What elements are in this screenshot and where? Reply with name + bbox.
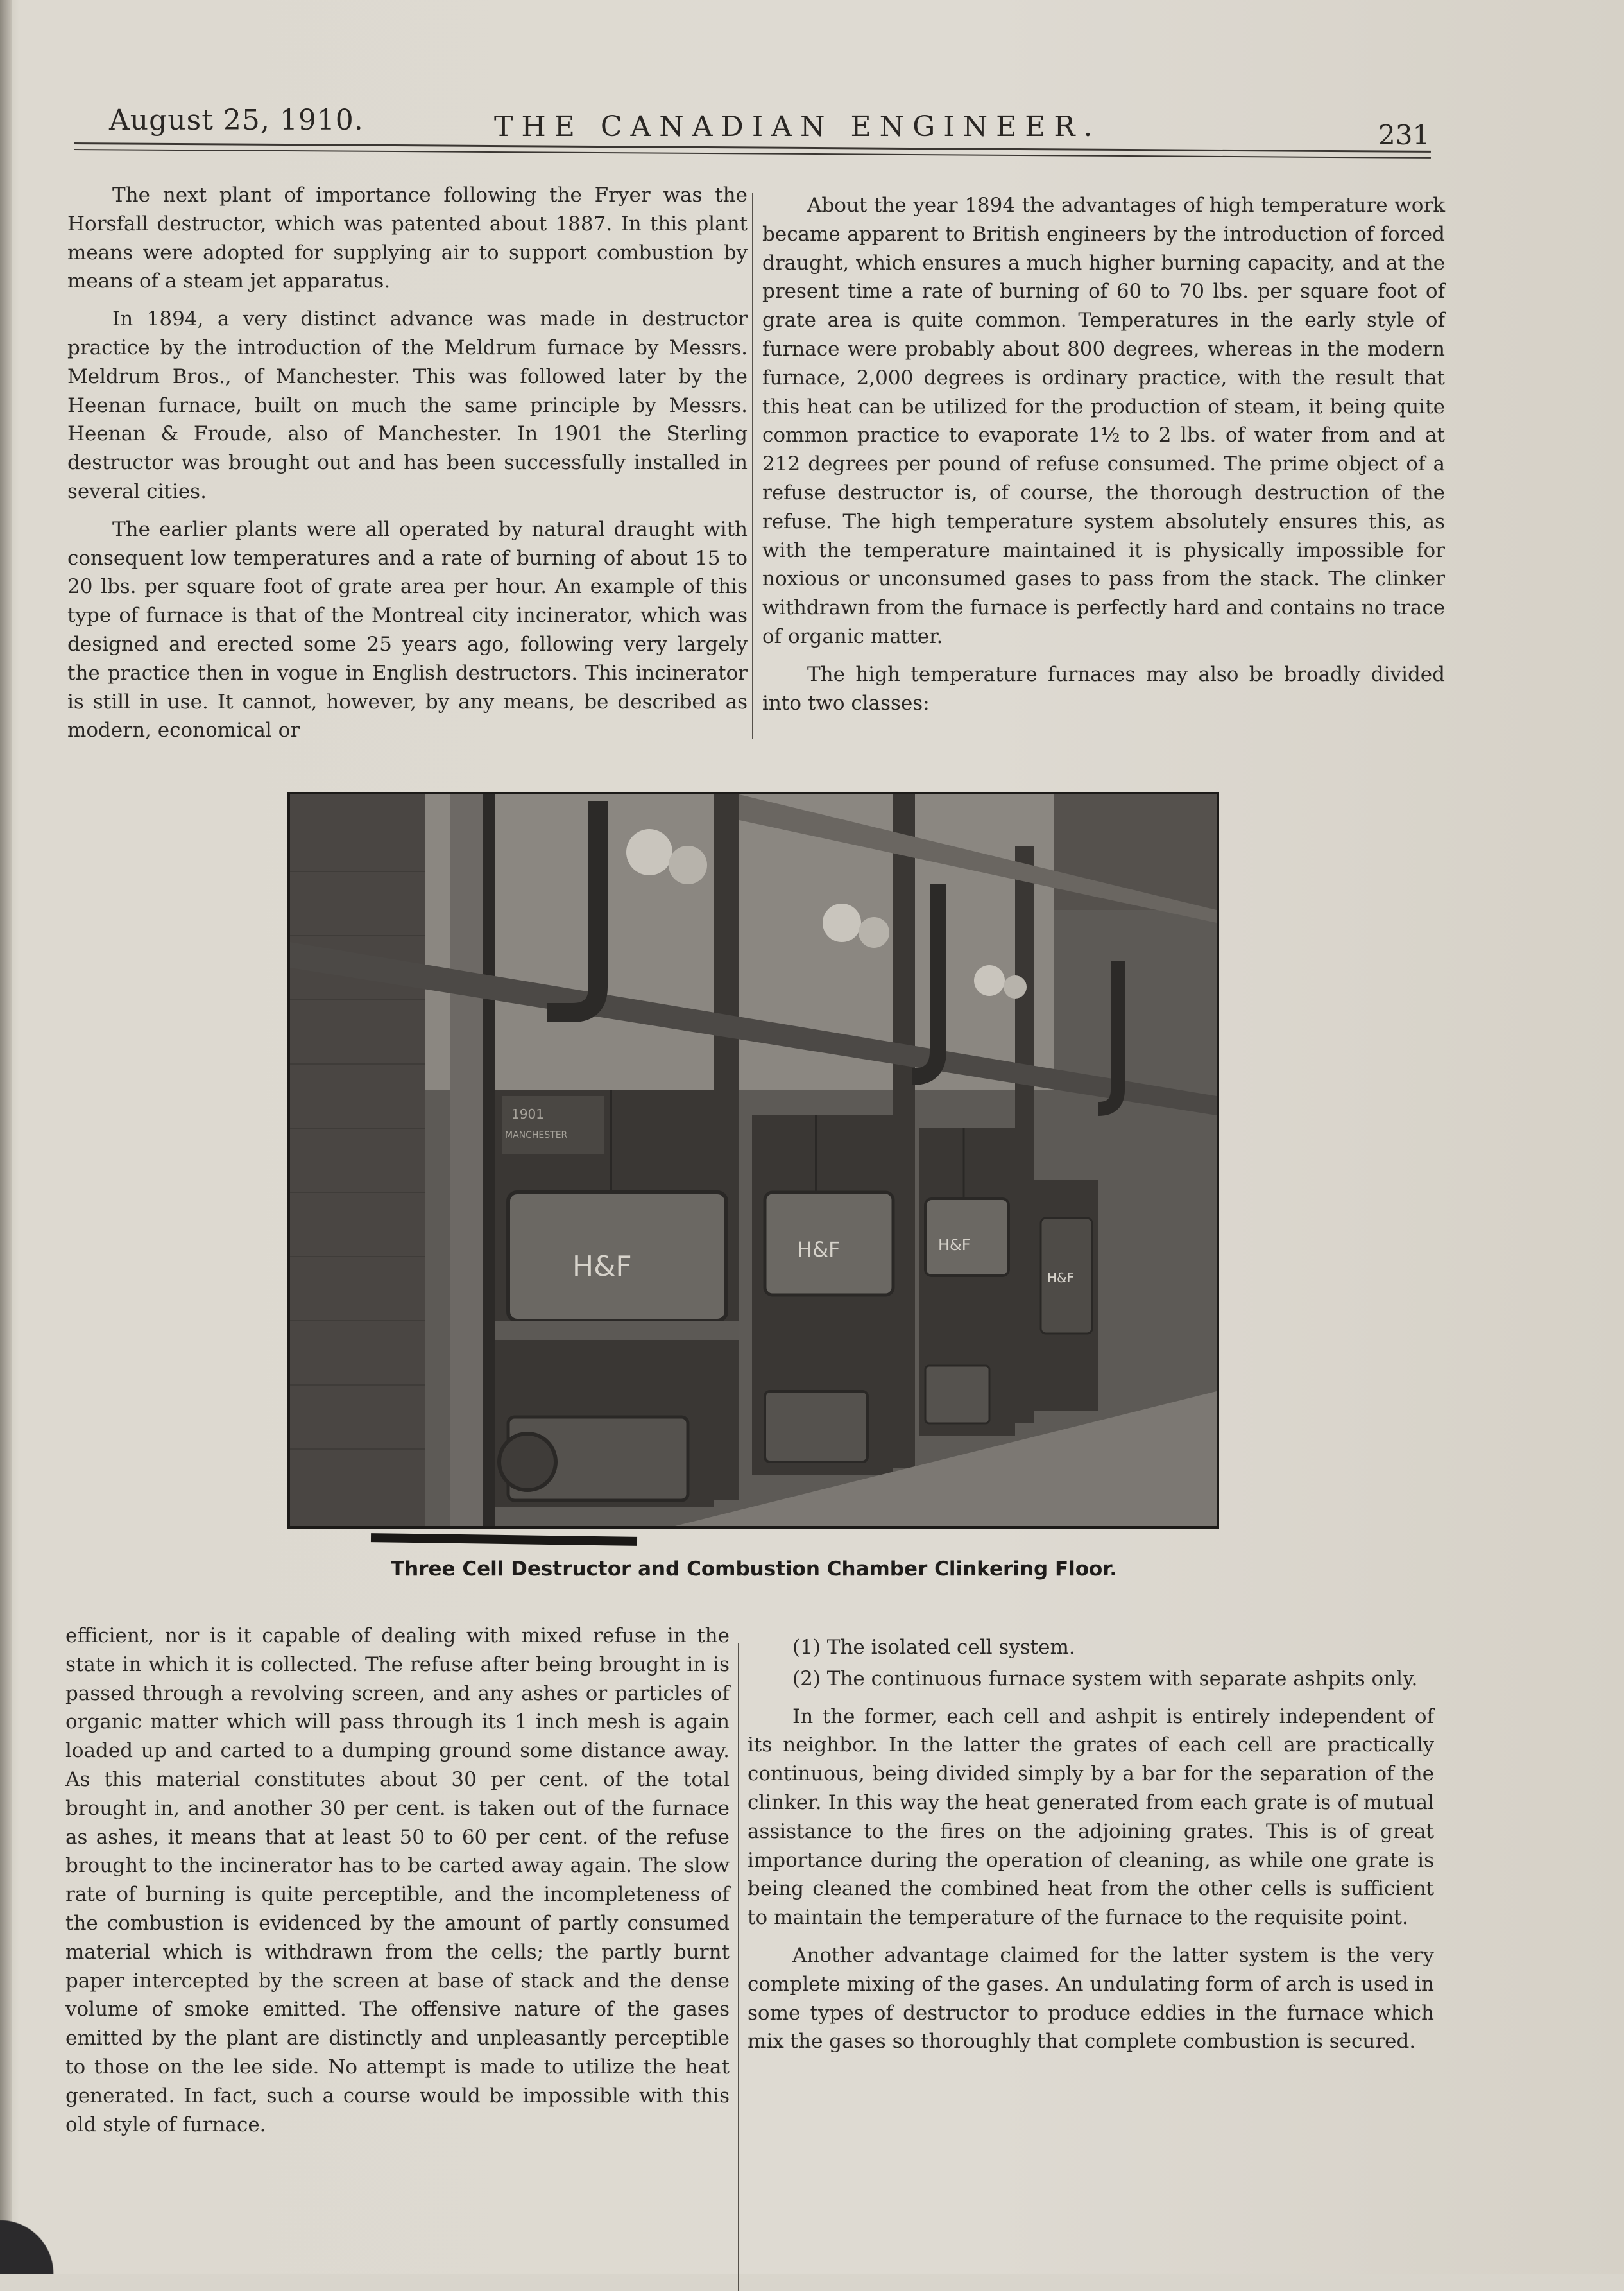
column-divider xyxy=(752,193,753,739)
column-lower-right xyxy=(748,1633,1434,2056)
door-label: H&F xyxy=(938,1236,971,1254)
door-label: H&F xyxy=(572,1250,632,1283)
paragraph: The high temperature furnaces may also be broadly divided into two classes: xyxy=(762,662,1445,715)
furnace-photograph xyxy=(287,792,1219,1529)
figure-caption: Three Cell Destructor and Combustion Chamber Clinkering Floor. xyxy=(391,1557,1117,1581)
paragraph: efficient, nor is it capable of dealing with mixed refuse in the state in which it is collected. The refuse after being brought in is passed through a revolving screen, and any ashes or particles of organic matter which will pass through its 1 inch mesh is again loaded up and carted to a dumping ground some distance away. As this material constitutes about 30 per cent. of the total brought in, and another 30 per cent. is taken out of the furnace as ashes, it means that at least 50 to 60 per cent. of the refuse brought to the incinerator has to be carted away again. The slow rate of burning is quite perceptible, and the incompleteness of the combustion is evidenced by the amount of partly consumed material which is withdrawn from the cells; the partly burnt paper intercepted by the screen at base of stack and the dense volume of smoke emitted. The offensive nature of the gases emitted by the plant are distinctly and unpleasantly perceptible to those on the lee side. No attempt is made to utilize the heat generated. In fact, such a course would be impossible with this old style of furnace. xyxy=(65,1624,730,2136)
column-divider xyxy=(738,1643,739,2291)
plate-maker: MANCHESTER xyxy=(505,1130,568,1140)
journal-title: THE CANADIAN ENGINEER. xyxy=(494,110,1101,143)
page-number: 231 xyxy=(1378,119,1430,151)
paragraph: In the former, each cell and ashpit is entirely independent of its neighbor. In the latter the grates of each cell are practically continuous, being divided simply by a bar for the separation of the clinker. In this way the heat generated from each grate is of mutual assistance to the fires on the adjoining grates. This is of great importance during the operation of cleaning, as while one grate is being cleaned the combined heat from the other cells is sufficient to maintain the temperature of the furnace to the requisite point. xyxy=(748,1704,1434,1930)
paragraph: About the year 1894 the advantages of high temperature work became apparent to British engineers by the introduction of forced draught, which ensures a much higher burning capacity, and at the present time a rate of burning of 60 to 70 lbs. per square foot of grate area is quite common. Temperatures in the early style of furnace were probably about 800 degrees, whereas in the modern furnace, 2,000 degrees is ordinary practice, with the result that this heat can be utilized for the production of steam, it being quite common practice to evaporate 1½ to 2 lbs. of water from and at 212 degrees per pound of refuse consumed. The prime object of a refuse destructor is, of course, the thorough destruction of the refuse. The high temperature system absolutely ensures this, as with the temperature maintained it is physically impossible for noxious or unconsumed gases to pass from the stack. The clinker withdrawn from the furnace is perfectly hard and contains no trace of organic matter. xyxy=(762,194,1445,648)
list-item: (1) The isolated cell system. xyxy=(792,1636,1075,1659)
door-label: H&F xyxy=(797,1237,841,1262)
list-item: (2) The continuous furnace system with separate ashpits only. xyxy=(792,1667,1418,1690)
page-corner-shadow xyxy=(0,2216,77,2274)
door-label: H&F xyxy=(1047,1270,1075,1285)
paragraph: The earlier plants were all operated by natural draught with consequent low temperatures and a rate of burning of about 15 to 20 lbs. per square foot of grate area per hour. An example of this type of furnace is that of the Montreal city incinerator, which was designed and erected some 25 years ago, following very largely the practice then in vogue in English destructors. This incinerator is still in use. It cannot, however, by any means, be described as modern, economical or xyxy=(67,517,748,742)
paragraph: In 1894, a very distinct advance was made in destructor practice by the introduction of the Meldrum furnace by Messrs. Meldrum Bros., of Manchester. This was followed later by the Heenan furnace, built on much the same principle by Messrs. Heenan & Froude, also of Manchester. In 1901 the Sterling destructor was brought out and has been successfully installed in several cities. xyxy=(67,307,748,503)
header-date: August 25, 1910. xyxy=(109,104,364,137)
caption-ink-mark xyxy=(371,1533,637,1546)
plate-year: 1901 xyxy=(511,1106,544,1122)
column-upper-right xyxy=(762,191,1445,717)
paragraph: The next plant of importance following the Fryer was the Horsfall destructor, which was patented about 1887. In this plant means were adopted for supplying air to support combustion by means of a steam jet apparatus. xyxy=(67,184,748,293)
column-upper-left xyxy=(67,181,748,745)
binding-edge xyxy=(0,0,12,2274)
furnace-illustration xyxy=(290,794,1217,1526)
paragraph: Another advantage claimed for the latter system is the very complete mixing of the gases. An undulating form of arch is used in some types of destructor to produce eddies in the furnace which mix the gases so thoroughly that complete combustion is secured. xyxy=(748,1943,1434,2054)
column-lower-left xyxy=(65,1622,730,2139)
